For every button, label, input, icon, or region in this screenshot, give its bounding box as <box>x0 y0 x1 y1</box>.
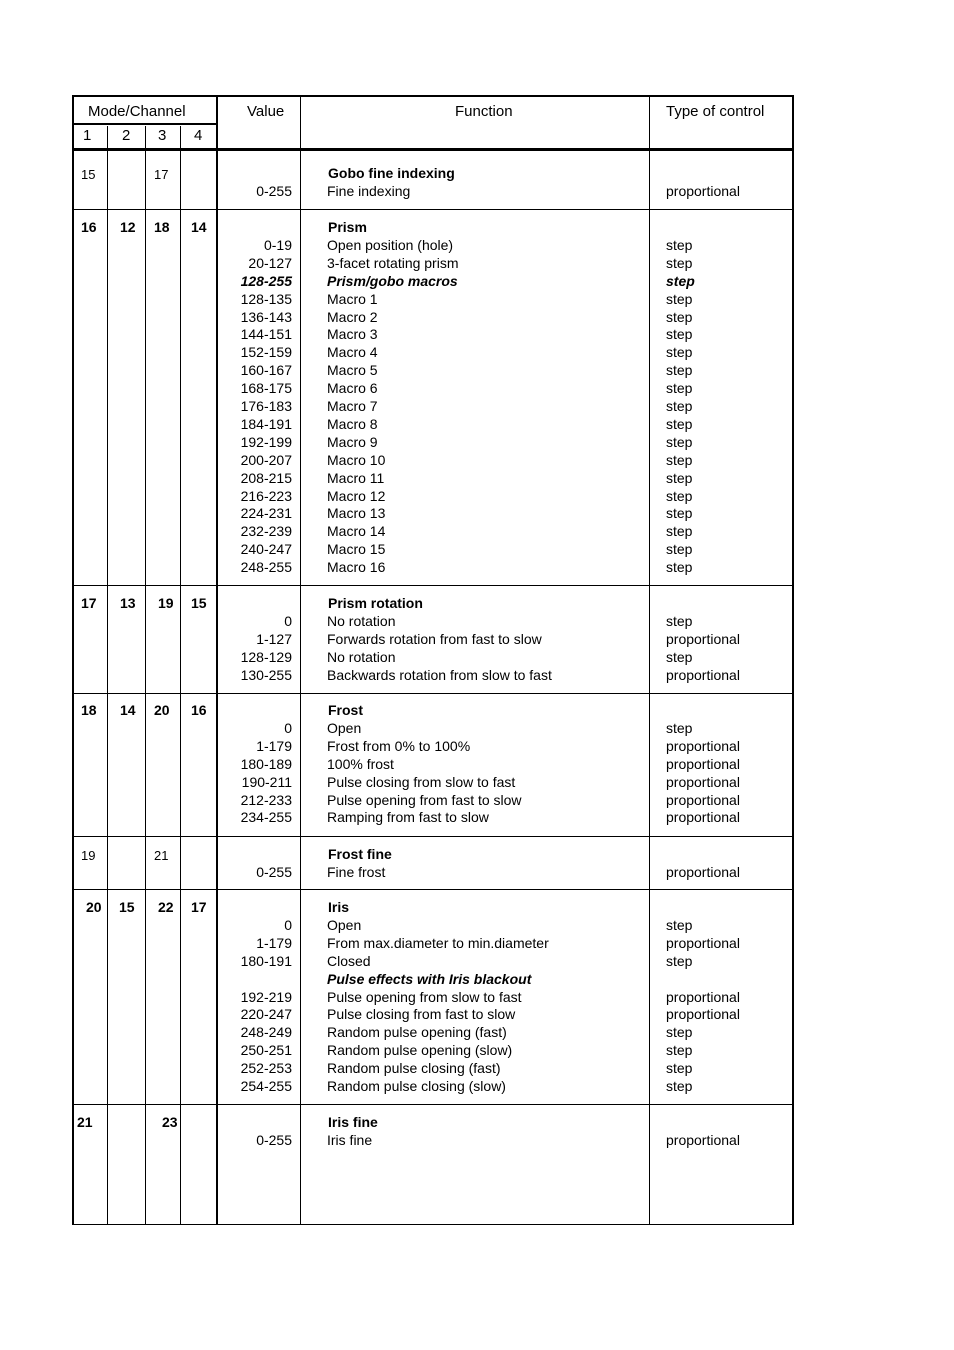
row-function: Iris fine <box>327 1131 373 1148</box>
row-value: 0-19 <box>263 236 292 253</box>
row-function: Backwards rotation from slow to fast <box>327 666 552 683</box>
channel-mode-3: 22 <box>158 899 174 915</box>
row-type-of-control: proportional <box>666 666 740 683</box>
row-value: 20-127 <box>248 254 292 271</box>
row-function: Open <box>327 719 362 736</box>
row-type-of-control: proportional <box>666 182 740 199</box>
row-value: 248-249 <box>240 1024 292 1041</box>
channel-mode-3: 20 <box>154 702 170 718</box>
row-type-of-control: step <box>666 1042 693 1059</box>
row-function: Prism/gobo macros <box>327 272 458 289</box>
row-function: Macro 3 <box>327 326 378 343</box>
channel-mode-4: 16 <box>191 702 207 718</box>
header-value: Value <box>247 103 285 120</box>
row-value: 160-167 <box>240 362 292 379</box>
row-function: Macro 10 <box>327 451 386 468</box>
row-type-of-control: step <box>666 523 693 540</box>
row-type-of-control: step <box>666 254 693 271</box>
row-function: Macro 6 <box>327 380 378 397</box>
row-function: Macro 14 <box>327 523 386 540</box>
row-value: 180-191 <box>240 952 292 969</box>
row-function: From max.diameter to min.diameter <box>327 934 549 951</box>
channel-mode-3: 19 <box>158 595 174 611</box>
channel-mode-1: 17 <box>81 595 97 611</box>
dmx-channel-table <box>72 95 794 1224</box>
row-type-of-control: step <box>666 648 693 665</box>
channel-mode-2: 15 <box>119 899 135 915</box>
row-value: 0 <box>284 719 292 736</box>
row-value: 208-215 <box>240 469 292 486</box>
row-type-of-control: step <box>666 469 693 486</box>
row-value: 1-179 <box>256 934 292 951</box>
row-value: 184-191 <box>240 415 292 432</box>
row-type-of-control: proportional <box>666 863 740 880</box>
row-value: 220-247 <box>240 1006 292 1023</box>
row-function: Ramping from fast to slow <box>327 809 489 826</box>
row-type-of-control: step <box>666 362 693 379</box>
row-type-of-control: step <box>666 1024 693 1041</box>
row-function: Macro 11 <box>327 469 385 486</box>
row-function: Random pulse closing (fast) <box>327 1060 501 1077</box>
row-value: 130-255 <box>240 666 292 683</box>
row-value: 0 <box>284 916 292 933</box>
row-value: 232-239 <box>240 523 292 540</box>
row-type-of-control: step <box>666 380 693 397</box>
row-value: 0-255 <box>256 1131 292 1148</box>
row-function: Macro 15 <box>327 541 386 558</box>
row-type-of-control: step <box>666 541 693 558</box>
row-value: 250-251 <box>240 1042 292 1059</box>
row-function: Pulse opening from fast to slow <box>327 791 522 808</box>
row-value: 128-255 <box>240 272 292 289</box>
row-type-of-control: proportional <box>666 988 740 1005</box>
channel-mode-3: 17 <box>154 167 169 182</box>
row-type-of-control: step <box>666 719 693 736</box>
section-title: Gobo fine indexing <box>328 165 455 181</box>
row-type-of-control: proportional <box>666 755 740 772</box>
header-type-of-control: Type of control <box>666 103 765 120</box>
row-value: 192-219 <box>240 988 292 1005</box>
row-function: Macro 7 <box>327 398 378 414</box>
row-type-of-control: step <box>666 326 693 343</box>
row-function: Forwards rotation from fast to slow <box>327 630 542 647</box>
row-value: 252-253 <box>240 1060 292 1077</box>
row-type-of-control: proportional <box>666 809 740 826</box>
row-type-of-control: step <box>666 344 693 361</box>
row-value: 180-189 <box>240 755 292 772</box>
row-type-of-control: step <box>666 272 695 289</box>
row-value: 0 <box>284 612 292 629</box>
channel-mode-2: 13 <box>120 595 136 611</box>
row-value: 168-175 <box>240 380 292 397</box>
row-function: Macro 2 <box>327 308 378 325</box>
row-value: 212-233 <box>240 791 292 808</box>
row-type-of-control: step <box>666 1060 693 1077</box>
row-function: Random pulse opening (fast) <box>327 1024 507 1041</box>
row-function: Macro 4 <box>327 344 378 361</box>
row-type-of-control: proportional <box>666 630 740 647</box>
row-value: 128-129 <box>240 648 292 665</box>
row-function: Random pulse closing (slow) <box>327 1078 506 1094</box>
row-type-of-control: step <box>666 1078 693 1094</box>
section-title: Prism rotation <box>328 595 423 611</box>
row-function: Macro 13 <box>327 505 386 522</box>
channel-mode-1: 16 <box>81 219 97 235</box>
section-title: Frost fine <box>328 846 392 862</box>
row-type-of-control: step <box>666 612 693 629</box>
row-function: Macro 16 <box>327 559 386 576</box>
row-function: Random pulse opening (slow) <box>327 1042 513 1059</box>
row-function: Open position (hole) <box>327 236 454 253</box>
row-value: 0-255 <box>256 863 292 880</box>
row-function: Macro 9 <box>327 433 378 450</box>
row-function: Pulse effects with Iris blackout <box>327 970 532 987</box>
row-type-of-control: proportional <box>666 1006 740 1023</box>
row-value: 240-247 <box>240 541 292 558</box>
row-function: Macro 5 <box>327 362 378 379</box>
row-type-of-control: step <box>666 952 693 969</box>
row-type-of-control: step <box>666 505 693 522</box>
channel-mode-1: 15 <box>81 167 96 182</box>
header-mode-4: 4 <box>194 127 203 144</box>
row-type-of-control: proportional <box>666 934 740 951</box>
row-function: Fine frost <box>327 863 386 880</box>
row-value: 200-207 <box>240 451 292 468</box>
channel-mode-3: 21 <box>154 848 169 863</box>
channel-mode-1: 20 <box>86 899 102 915</box>
row-function: Pulse closing from fast to slow <box>327 1006 516 1023</box>
row-value: 128-135 <box>240 290 292 307</box>
channel-mode-3: 18 <box>154 219 170 235</box>
row-value: 248-255 <box>240 559 292 576</box>
section-title: Frost <box>328 702 363 718</box>
row-function: No rotation <box>327 648 396 665</box>
row-function: Macro 12 <box>327 487 386 504</box>
section-title: Prism <box>328 219 367 235</box>
row-value: 254-255 <box>240 1078 292 1094</box>
header-mode-2: 2 <box>122 127 131 144</box>
channel-mode-1: 18 <box>81 702 97 718</box>
section-title: Iris <box>328 899 350 915</box>
row-function: Macro 1 <box>327 290 378 307</box>
row-type-of-control: proportional <box>666 737 740 754</box>
row-function: No rotation <box>327 612 396 629</box>
channel-mode-4: 17 <box>191 899 207 915</box>
row-type-of-control: step <box>666 559 693 576</box>
row-function: 100% frost <box>327 755 394 772</box>
row-function: Frost from 0% to 100% <box>327 737 471 754</box>
row-type-of-control: step <box>666 398 693 414</box>
row-type-of-control: proportional <box>666 773 740 790</box>
row-function: 3-facet rotating prism <box>327 254 459 271</box>
row-type-of-control: step <box>666 415 693 432</box>
channel-mode-1: 21 <box>77 1114 93 1130</box>
section-title: Iris fine <box>328 1114 378 1130</box>
row-value: 1-179 <box>256 737 292 754</box>
row-type-of-control: step <box>666 433 693 450</box>
row-type-of-control: step <box>666 236 693 253</box>
row-value: 144-151 <box>240 326 292 343</box>
row-value: 192-199 <box>240 433 292 450</box>
row-value: 224-231 <box>240 505 292 522</box>
row-function: Pulse closing from slow to fast <box>327 773 516 790</box>
row-value: 190-211 <box>241 773 292 790</box>
row-value: 152-159 <box>240 344 292 361</box>
header-mode-1: 1 <box>83 127 92 144</box>
channel-mode-4: 15 <box>191 595 207 611</box>
row-type-of-control: step <box>666 487 693 504</box>
row-value: 216-223 <box>240 487 292 504</box>
header-function: Function <box>455 103 513 120</box>
row-type-of-control: proportional <box>666 1131 740 1148</box>
row-function: Macro 8 <box>327 415 378 432</box>
row-function: Fine indexing <box>327 182 411 199</box>
row-value: 0-255 <box>256 182 292 199</box>
header-mode-channel: Mode/Channel <box>88 103 186 120</box>
channel-mode-4: 14 <box>191 219 207 235</box>
row-type-of-control: step <box>666 308 693 325</box>
channel-mode-3: 23 <box>162 1114 178 1130</box>
row-type-of-control: step <box>666 290 693 307</box>
row-function: Open <box>327 916 362 933</box>
row-function: Closed <box>327 952 371 969</box>
row-type-of-control: step <box>666 916 693 933</box>
row-value: 176-183 <box>240 398 292 414</box>
row-value: 136-143 <box>240 308 292 325</box>
channel-mode-2: 14 <box>120 702 136 718</box>
row-function: Pulse opening from slow to fast <box>327 988 522 1005</box>
row-value: 234-255 <box>240 809 292 826</box>
row-type-of-control: proportional <box>666 791 740 808</box>
header-mode-3: 3 <box>158 127 167 144</box>
row-type-of-control: step <box>666 451 693 468</box>
row-value: 1-127 <box>256 630 292 647</box>
channel-mode-2: 12 <box>120 219 136 235</box>
channel-mode-1: 19 <box>81 848 96 863</box>
